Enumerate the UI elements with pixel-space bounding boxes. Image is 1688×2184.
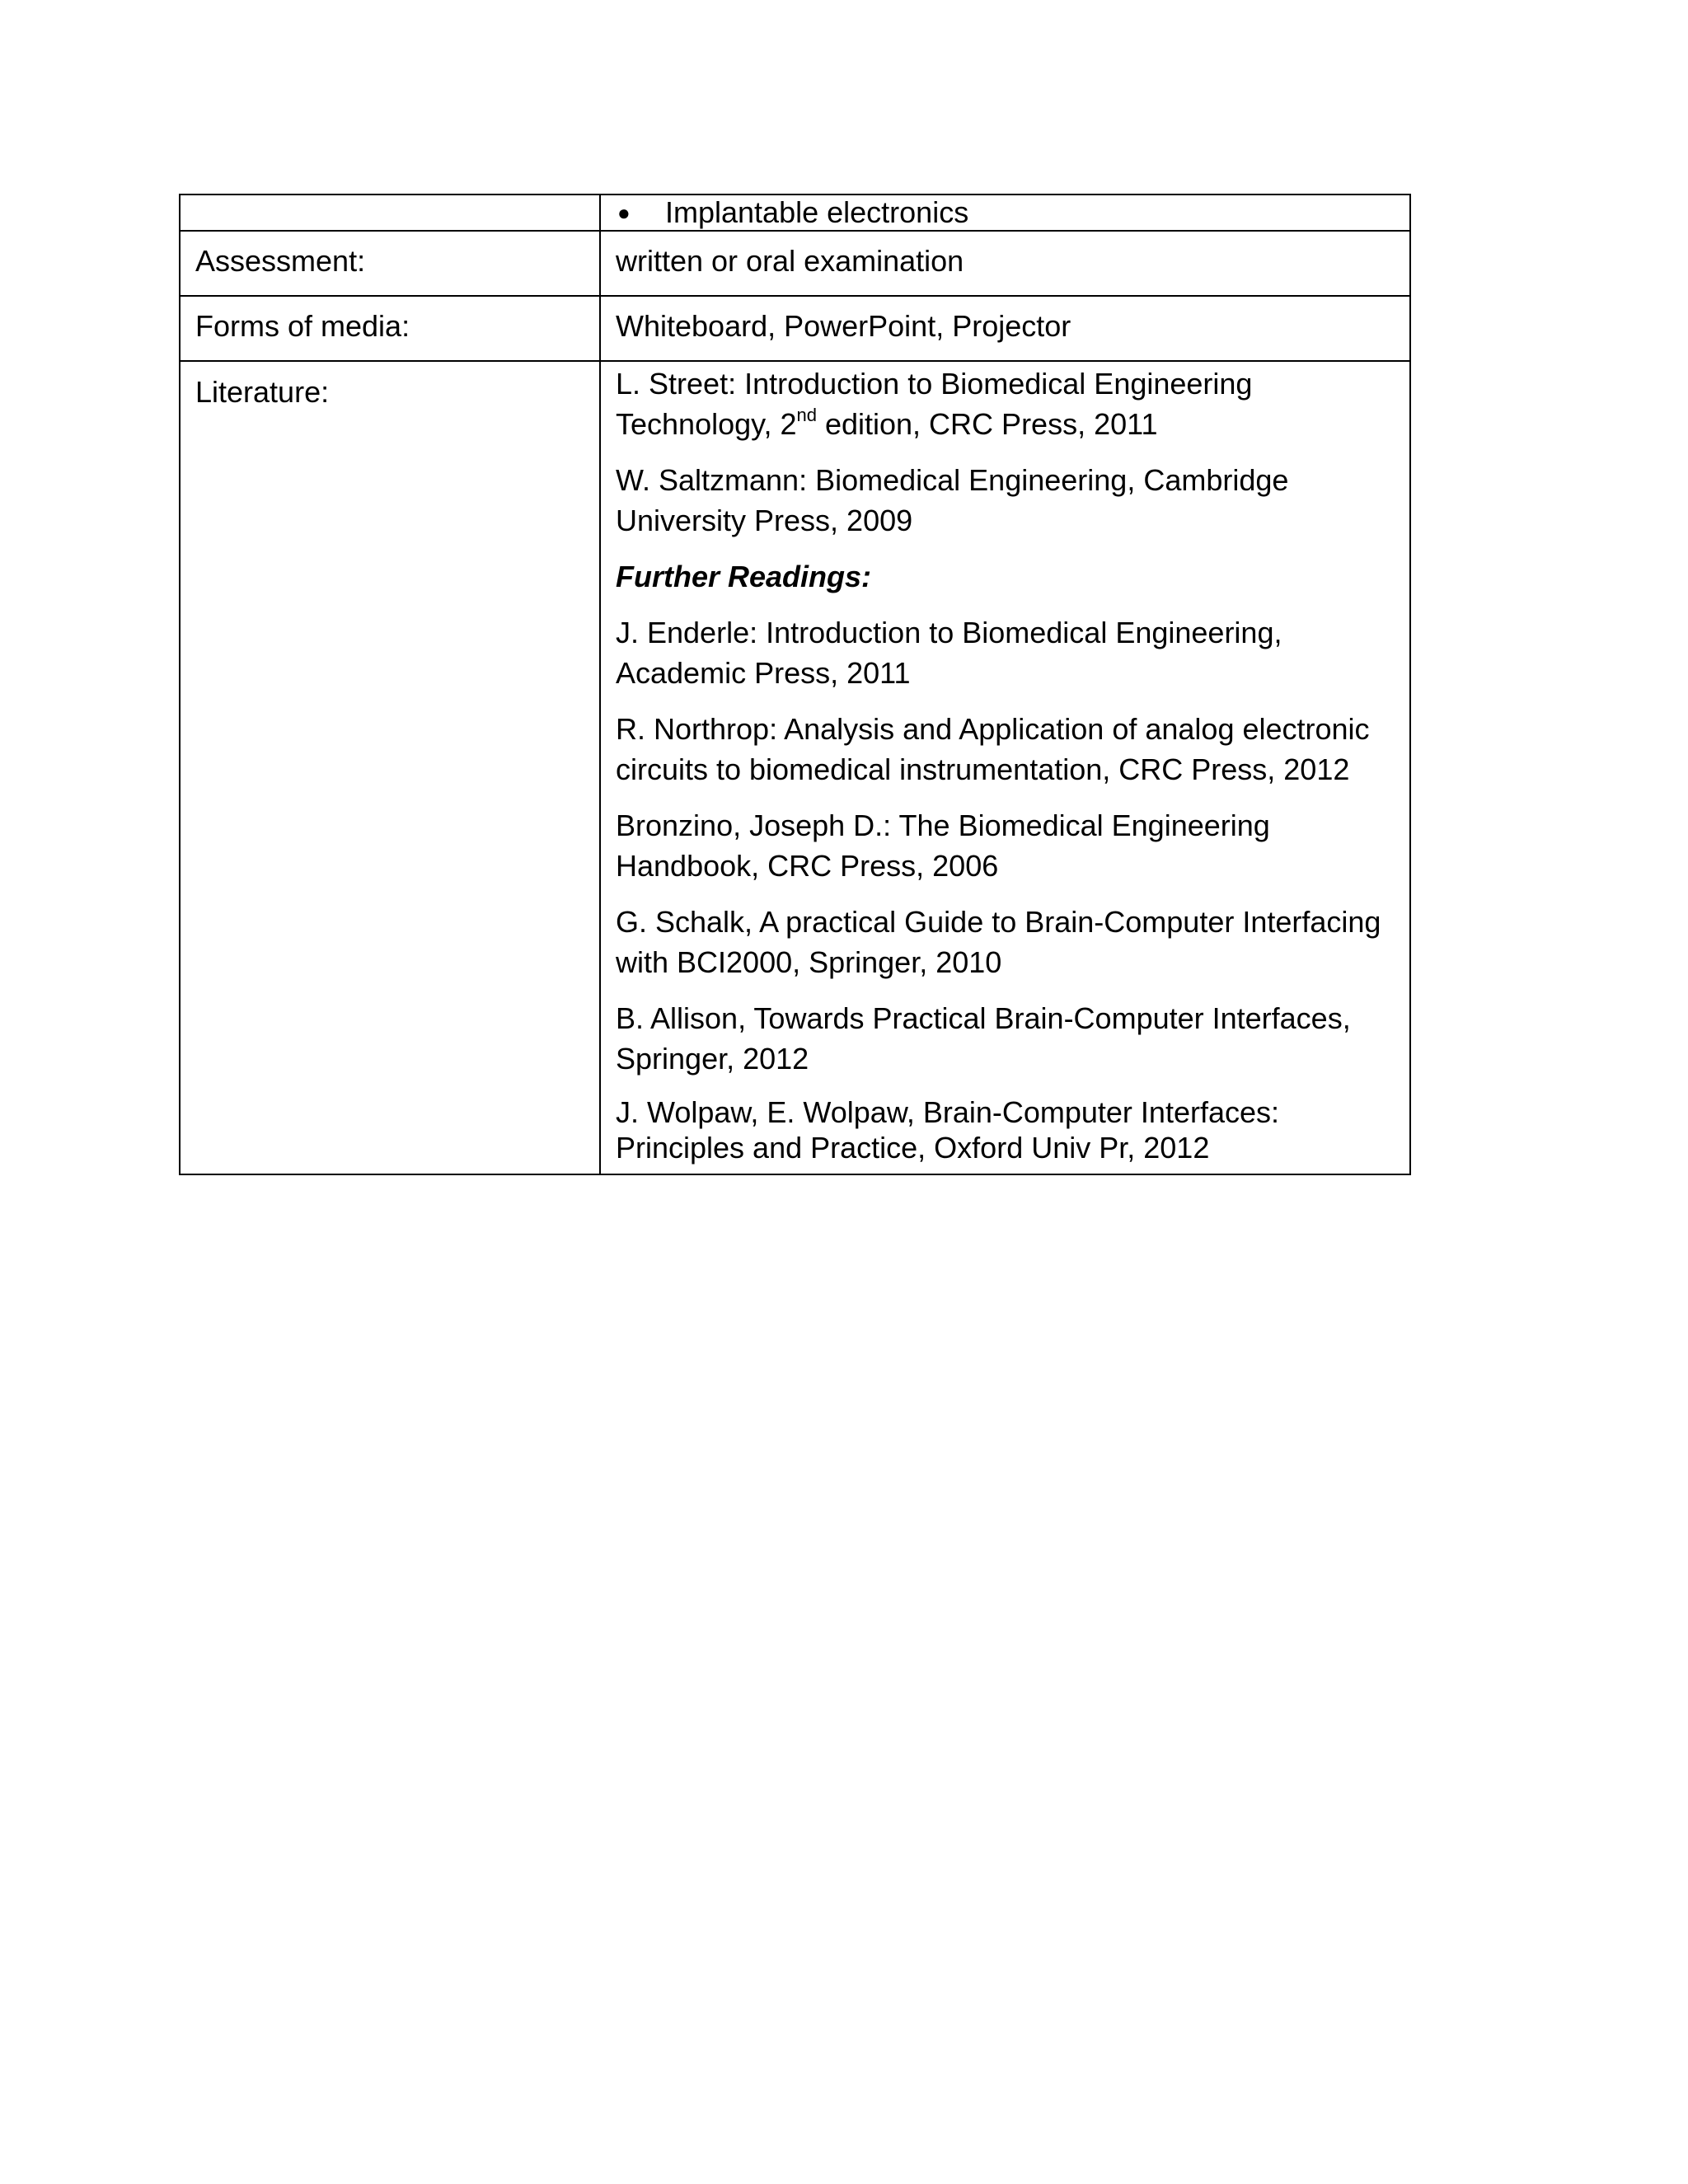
media-label: Forms of media: bbox=[180, 296, 600, 361]
table-row-content-continued bbox=[180, 194, 1410, 231]
reference-street bbox=[616, 363, 1395, 444]
reference-item: J. Wolpaw, E. Wolpaw, Brain-Computer Interfaces: Principles and Practice, Oxford Univ Pr, 2012 bbox=[616, 1095, 1280, 1165]
reference-item: J. Enderle: Introduction to Biomedical Engineering, Academic Press, 2011 bbox=[616, 616, 1282, 690]
bullet-icon: ● bbox=[617, 200, 631, 225]
literature-value bbox=[600, 361, 1410, 1174]
media-value: Whiteboard, PowerPoint, Projector bbox=[600, 296, 1410, 361]
reference-item: B. Allison, Towards Practical Brain-Computer Interfaces, Springer, 2012 bbox=[616, 1001, 1351, 1076]
reference-street-rest: edition, CRC Press, 2011 bbox=[816, 407, 1158, 441]
ordinal-suffix: nd bbox=[796, 405, 817, 425]
reference-item: W. Saltzmann: Biomedical Engineering, Cambridge University Press, 2009 bbox=[616, 463, 1289, 537]
reference-item: R. Northrop: Analysis and Application of analog electronic circuits to biomedical instrumentation, CRC Press, 2012 bbox=[616, 712, 1370, 786]
reference-street-text: L. Street: Introduction to Biomedical Engineering Technology, 2 bbox=[616, 367, 1253, 441]
list-item-text: Implantable electronics bbox=[665, 195, 969, 229]
table-row-assessment bbox=[180, 231, 1410, 296]
literature-label: Literature: bbox=[180, 361, 600, 1174]
module-table bbox=[179, 194, 1411, 1175]
assessment-value: written or oral examination bbox=[600, 231, 1410, 296]
empty-label-cell bbox=[180, 194, 600, 231]
table-row-literature bbox=[180, 361, 1410, 1174]
further-readings-heading: Further Readings: bbox=[616, 560, 872, 593]
reference-item: G. Schalk, A practical Guide to Brain-Computer Interfacing with BCI2000, Springer, 2010 bbox=[616, 905, 1381, 979]
content-cell bbox=[600, 194, 1410, 231]
reference-item: Bronzino, Joseph D.: The Biomedical Engineering Handbook, CRC Press, 2006 bbox=[616, 808, 1270, 883]
assessment-label: Assessment: bbox=[180, 231, 600, 296]
list-item bbox=[616, 195, 1395, 230]
table-row-media bbox=[180, 296, 1410, 361]
